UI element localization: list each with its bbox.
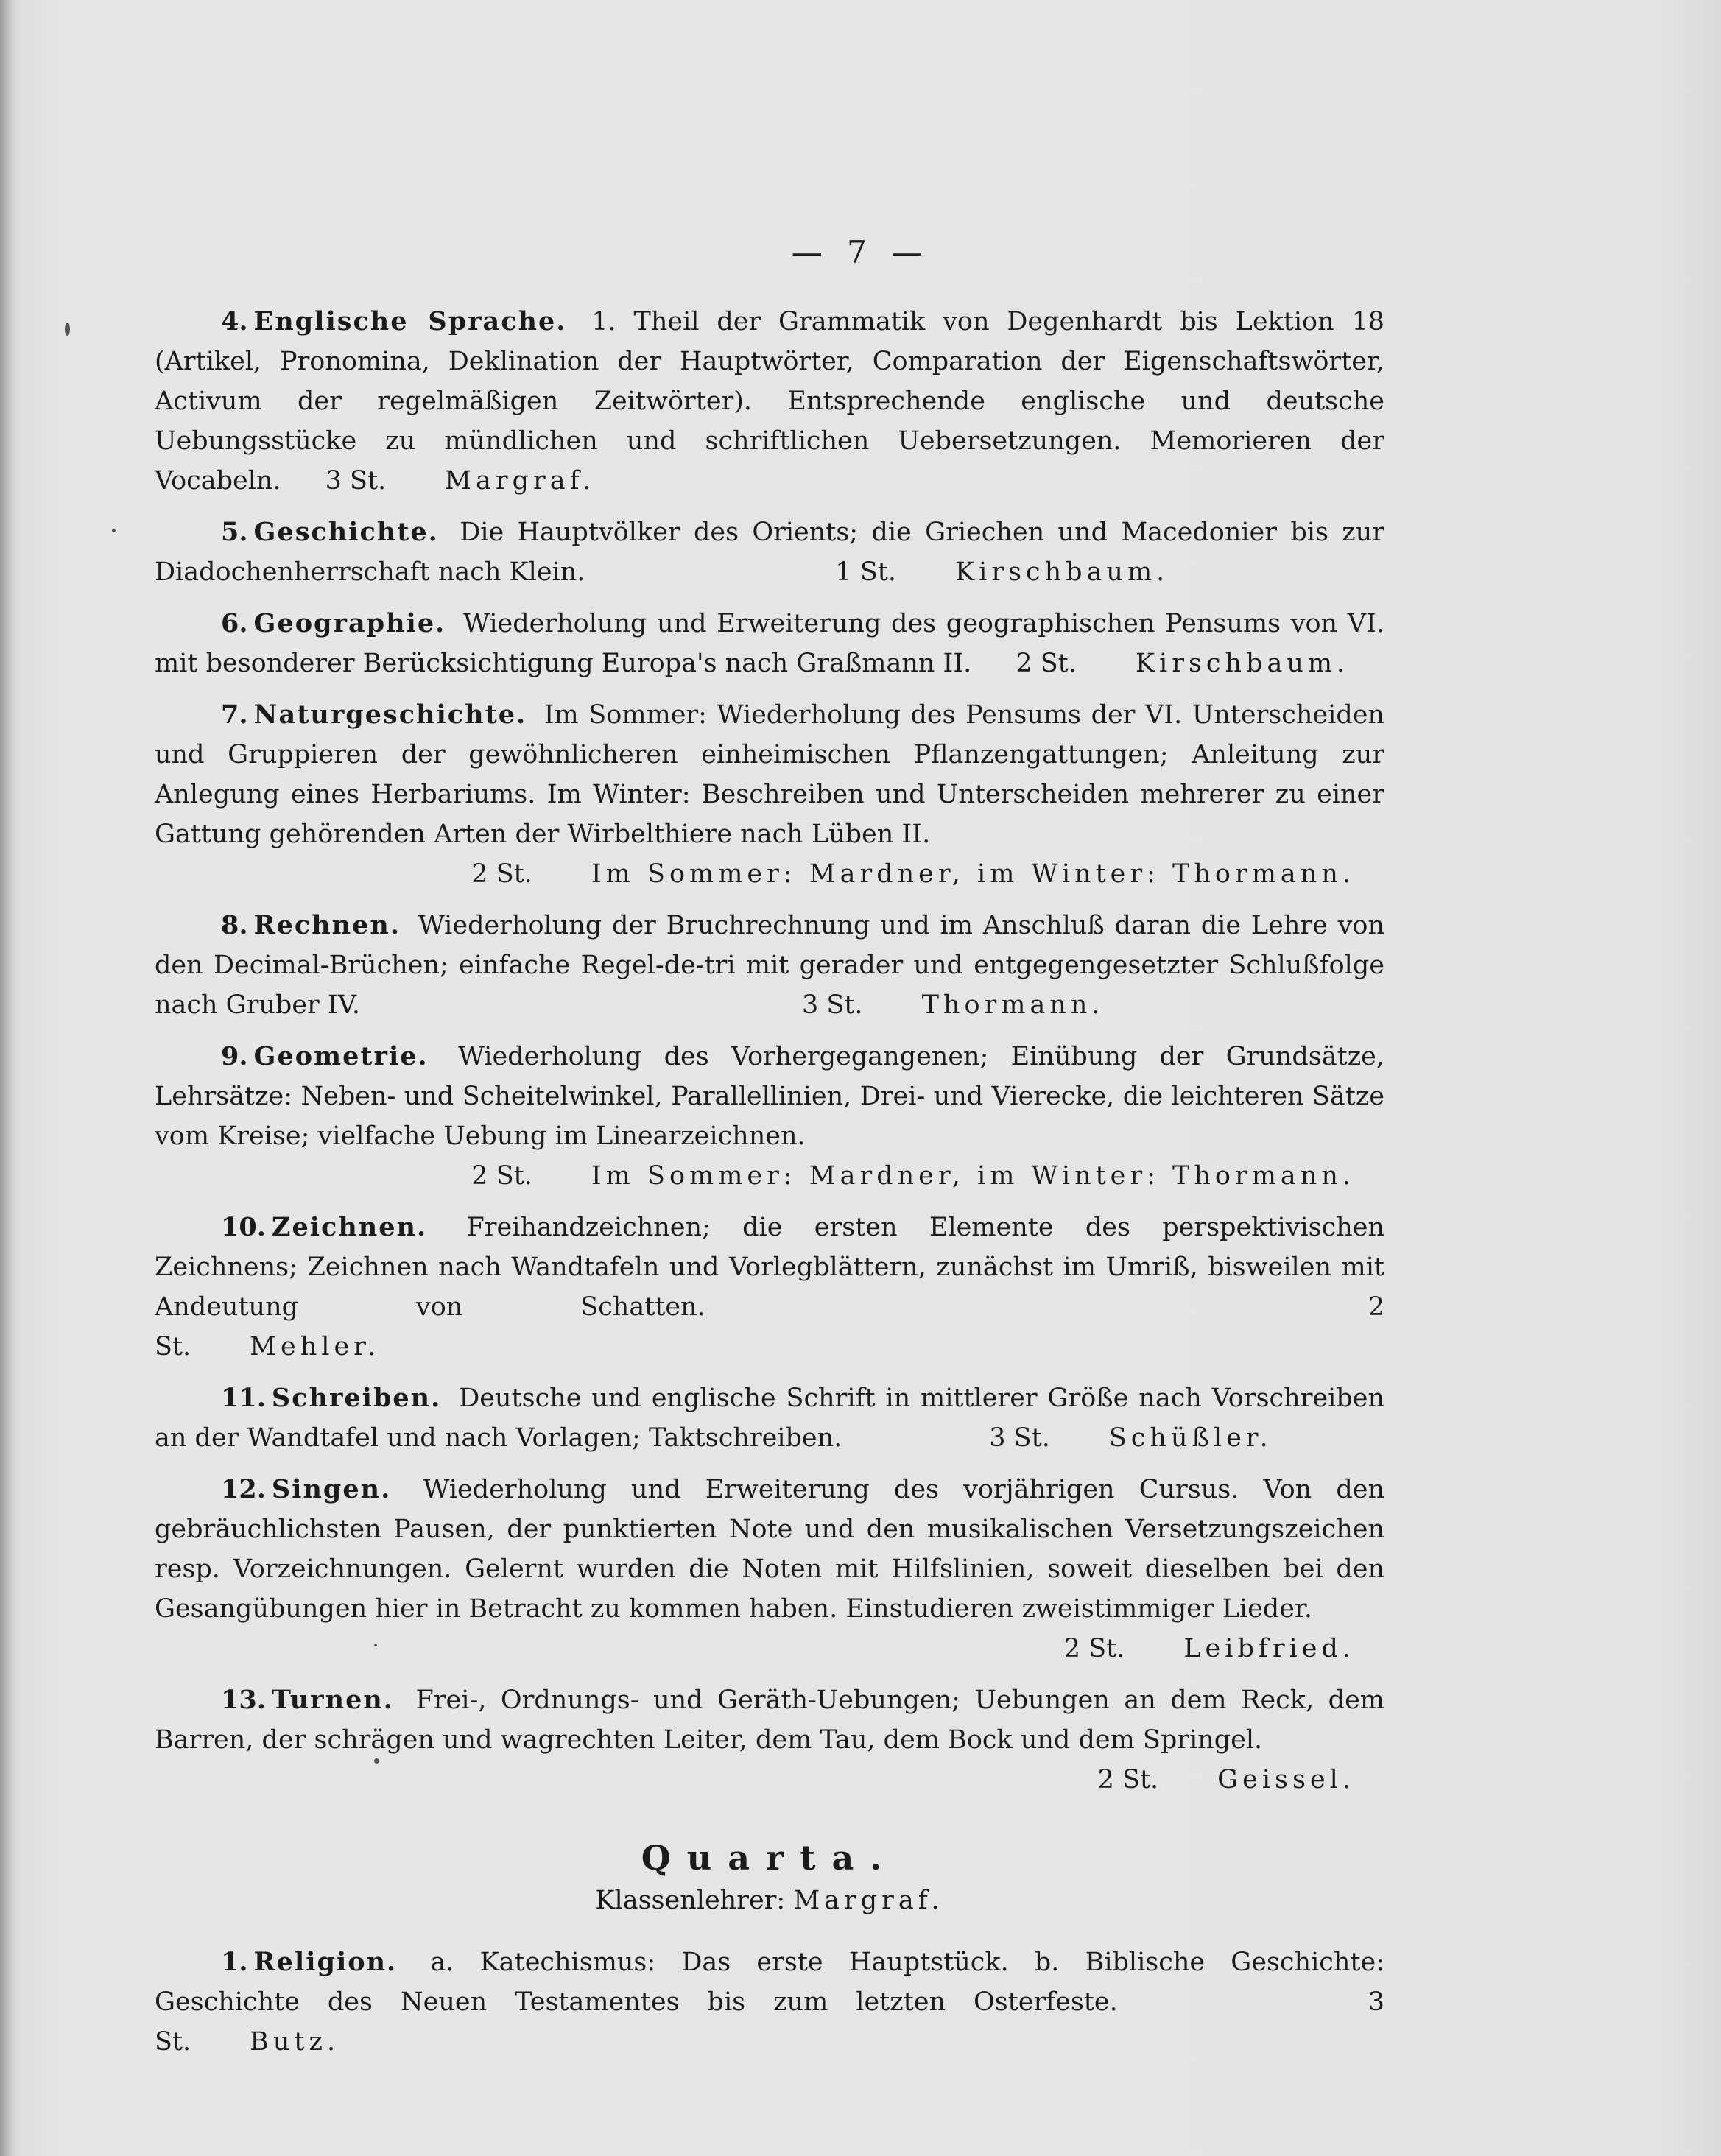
entry-meta bbox=[325, 466, 596, 496]
entry-number: 10. bbox=[221, 1212, 266, 1242]
entry-text: Wiederholung und Erweiterung des geographischen Pensums von VI. mit besonderer Berücksichtigung Europa's nach Graßmann II. bbox=[155, 609, 1384, 678]
entry-schreiben bbox=[155, 1378, 1384, 1458]
entry-heading: Geographie. bbox=[253, 608, 446, 638]
print-speck bbox=[374, 1758, 379, 1764]
entry-paragraph bbox=[155, 1208, 1384, 1367]
entry-teacher: Geissel. bbox=[1217, 1765, 1355, 1794]
entry-number: 9. bbox=[221, 1041, 248, 1071]
entry-number: 4. bbox=[221, 306, 248, 337]
entry-heading: Zeichnen. bbox=[271, 1212, 428, 1242]
entry-heading: Englische Sprache. bbox=[253, 306, 567, 337]
entry-hours: 1 St. bbox=[835, 557, 896, 587]
entry-geschichte bbox=[155, 512, 1384, 592]
page-content bbox=[155, 302, 1384, 2074]
entry-teacher: Im Sommer: Mardner, im Winter: Thormann. bbox=[591, 1161, 1355, 1191]
entry-number: 8. bbox=[221, 910, 248, 940]
entry-hours: 2 St. bbox=[471, 1161, 532, 1191]
entry-teacher: Kirschbaum. bbox=[1135, 649, 1350, 678]
entry-heading: Geometrie. bbox=[253, 1041, 429, 1071]
entry-hours: 3 St. bbox=[802, 990, 863, 1020]
entry-heading: Naturgeschichte. bbox=[253, 700, 527, 730]
entry-text: Deutsche und englische Schrift in mittlerer Größe nach Vorschreiben an der Wandtafel und nach Vorlagen; Taktschreiben. bbox=[155, 1384, 1384, 1453]
section-title: Quarta. bbox=[641, 1838, 898, 1878]
entry-hours: 3 St. bbox=[989, 1423, 1050, 1453]
entry-paragraph bbox=[155, 302, 1384, 501]
entry-paragraph bbox=[155, 1680, 1384, 1760]
entry-heading: Singen. bbox=[271, 1474, 392, 1504]
entry-meta bbox=[155, 1629, 1384, 1669]
entry-number: 6. bbox=[221, 608, 248, 638]
entry-hours: 2 St. bbox=[155, 1292, 1384, 1361]
class-teacher-name: Margraf. bbox=[793, 1886, 944, 1915]
print-speck bbox=[374, 1644, 377, 1646]
entry-teacher: Kirschbaum. bbox=[954, 557, 1169, 587]
entry-paragraph bbox=[155, 512, 1384, 592]
entry-number: 5. bbox=[221, 517, 248, 547]
entry-naturgeschichte bbox=[155, 695, 1384, 894]
entry-turnen bbox=[155, 1680, 1384, 1800]
entry-heading: Schreiben. bbox=[271, 1383, 442, 1413]
entry-text: Die Hauptvölker des Orients; die Griechen und Macedonier bis zur Diadochenherrschaft nach Klein. bbox=[155, 518, 1384, 587]
entry-text: a. Katechismus: Das erste Hauptstück. b. Biblische Geschichte: Geschichte des Neuen Testamentes bis zum letzten Osterfeste. bbox=[155, 1948, 1384, 2017]
entry-heading: Geschichte. bbox=[253, 517, 439, 547]
entry-text: Wiederholung des Vorhergegangenen; Einübung der Grundsätze, Lehrsätze: Neben- und Scheitelwinkel, Parallellinien, Drei- und Vierecke, die leichteren Sätze vom Kreise; vielfache Uebung im Linearzeichnen. bbox=[155, 1042, 1384, 1151]
print-speck bbox=[65, 323, 70, 336]
entry-englische-sprache bbox=[155, 302, 1384, 501]
entry-heading: Rechnen. bbox=[253, 910, 401, 940]
entry-text: Im Sommer: Wiederholung des Pensums der VI. Unterscheiden und Gruppieren der gewöhnlicheren einheimischen Pflanzengattungen; Anleitung zur Anlegung eines Herbariums. Im Winter: Beschreiben und Unterscheiden mehrerer zu einer Gattung gehörenden Arten der Wirbelthiere nach Lüben II. bbox=[155, 700, 1384, 849]
entry-number: 11. bbox=[221, 1383, 266, 1413]
entry-meta bbox=[155, 1760, 1384, 1800]
entry-number: 13. bbox=[221, 1685, 266, 1715]
entry-hours: 2 St. bbox=[471, 859, 532, 889]
entry-teacher: Mehler. bbox=[250, 1332, 381, 1361]
entry-paragraph bbox=[155, 1037, 1384, 1156]
entry-geographie bbox=[155, 604, 1384, 683]
entry-paragraph bbox=[155, 906, 1384, 1025]
entry-religion bbox=[155, 1942, 1384, 2062]
entry-teacher: Margraf. bbox=[445, 466, 596, 496]
entry-paragraph bbox=[155, 604, 1384, 683]
entry-rechnen bbox=[155, 906, 1384, 1025]
entry-number: 1. bbox=[221, 1947, 248, 1977]
page-edge-shadow bbox=[0, 0, 19, 2156]
entry-paragraph bbox=[155, 695, 1384, 854]
print-speck bbox=[112, 529, 116, 532]
entry-teacher: Leibfried. bbox=[1183, 1634, 1355, 1663]
entry-teacher: Im Sommer: Mardner, im Winter: Thormann. bbox=[591, 859, 1355, 889]
entry-text: Freihandzeichnen; die ersten Elemente des perspektivischen Zeichnens; Zeichnen nach Wandtafeln und Vorlegblättern, zunächst im Umriß, bisweilen mit Andeutung von Schatten. bbox=[155, 1213, 1384, 1322]
entry-text: 1. Theil der Grammatik von Degenhardt bis Lektion 18 (Artikel, Pronomina, Deklination der Hauptwörter, Comparation der Eigenschaftswörter, Activum der regelmäßigen Zeitwörter). Entsprechende englische und deutsche Uebungsstücke zu mündlichen und schriftlichen Uebersetzungen. Memorieren der Vocabeln. bbox=[155, 307, 1384, 496]
entry-singen bbox=[155, 1470, 1384, 1669]
entry-meta bbox=[1016, 649, 1349, 678]
entry-teacher: Schüßler. bbox=[1108, 1423, 1273, 1453]
entry-meta bbox=[802, 990, 1105, 1020]
entry-hours: 2 St. bbox=[1016, 649, 1077, 678]
entry-meta bbox=[155, 854, 1384, 894]
entry-number: 12. bbox=[221, 1474, 266, 1504]
section-class-teacher bbox=[155, 1881, 1384, 1920]
entry-hours: 2 St. bbox=[1097, 1765, 1159, 1794]
class-teacher-label: Klassenlehrer: bbox=[595, 1886, 786, 1915]
entry-number: 7. bbox=[221, 700, 248, 730]
entry-paragraph bbox=[155, 1942, 1384, 2062]
entry-teacher: Butz. bbox=[250, 2027, 340, 2057]
entry-paragraph bbox=[155, 1378, 1384, 1458]
entry-teacher: Thormann. bbox=[921, 990, 1105, 1020]
entry-hours: 3 St. bbox=[155, 1987, 1384, 2057]
entry-text: Wiederholung der Bruchrechnung und im Anschluß daran die Lehre von den Decimal-Brüchen; einfache Regel-de-tri mit gerader und entgegengesetzter Schlußfolge nach Gruber IV. bbox=[155, 911, 1384, 1020]
entry-meta bbox=[989, 1423, 1273, 1453]
entry-text: Wiederholung und Erweiterung des vorjährigen Cursus. Von den gebräuchlichsten Pausen, der punktierten Note und den musikalischen Versetzungszeichen resp. Vorzeichnungen. Gelernt wurden die Noten mit Hilfslinien, soweit dieselben bei den Gesangübungen hier in Betracht zu kommen haben. Einstudieren zweistimmiger Lieder. bbox=[155, 1475, 1384, 1624]
entry-hours: 2 St. bbox=[1063, 1634, 1125, 1663]
entry-geometrie bbox=[155, 1037, 1384, 1196]
entry-zeichnen bbox=[155, 1208, 1384, 1367]
entry-heading: Turnen. bbox=[271, 1685, 394, 1715]
entry-text: Frei-, Ordnungs- und Geräth-Uebungen; Uebungen an dem Reck, dem Barren, der schrägen und wagrechten Leiter, dem Tau, dem Bock und dem Springel. bbox=[155, 1685, 1384, 1755]
entry-meta bbox=[835, 557, 1169, 587]
page-number: — 7 — bbox=[791, 234, 930, 270]
entry-heading: Religion. bbox=[253, 1947, 398, 1977]
entry-paragraph bbox=[155, 1470, 1384, 1629]
entry-hours: 3 St. bbox=[325, 466, 387, 496]
entry-meta bbox=[155, 1156, 1384, 1196]
